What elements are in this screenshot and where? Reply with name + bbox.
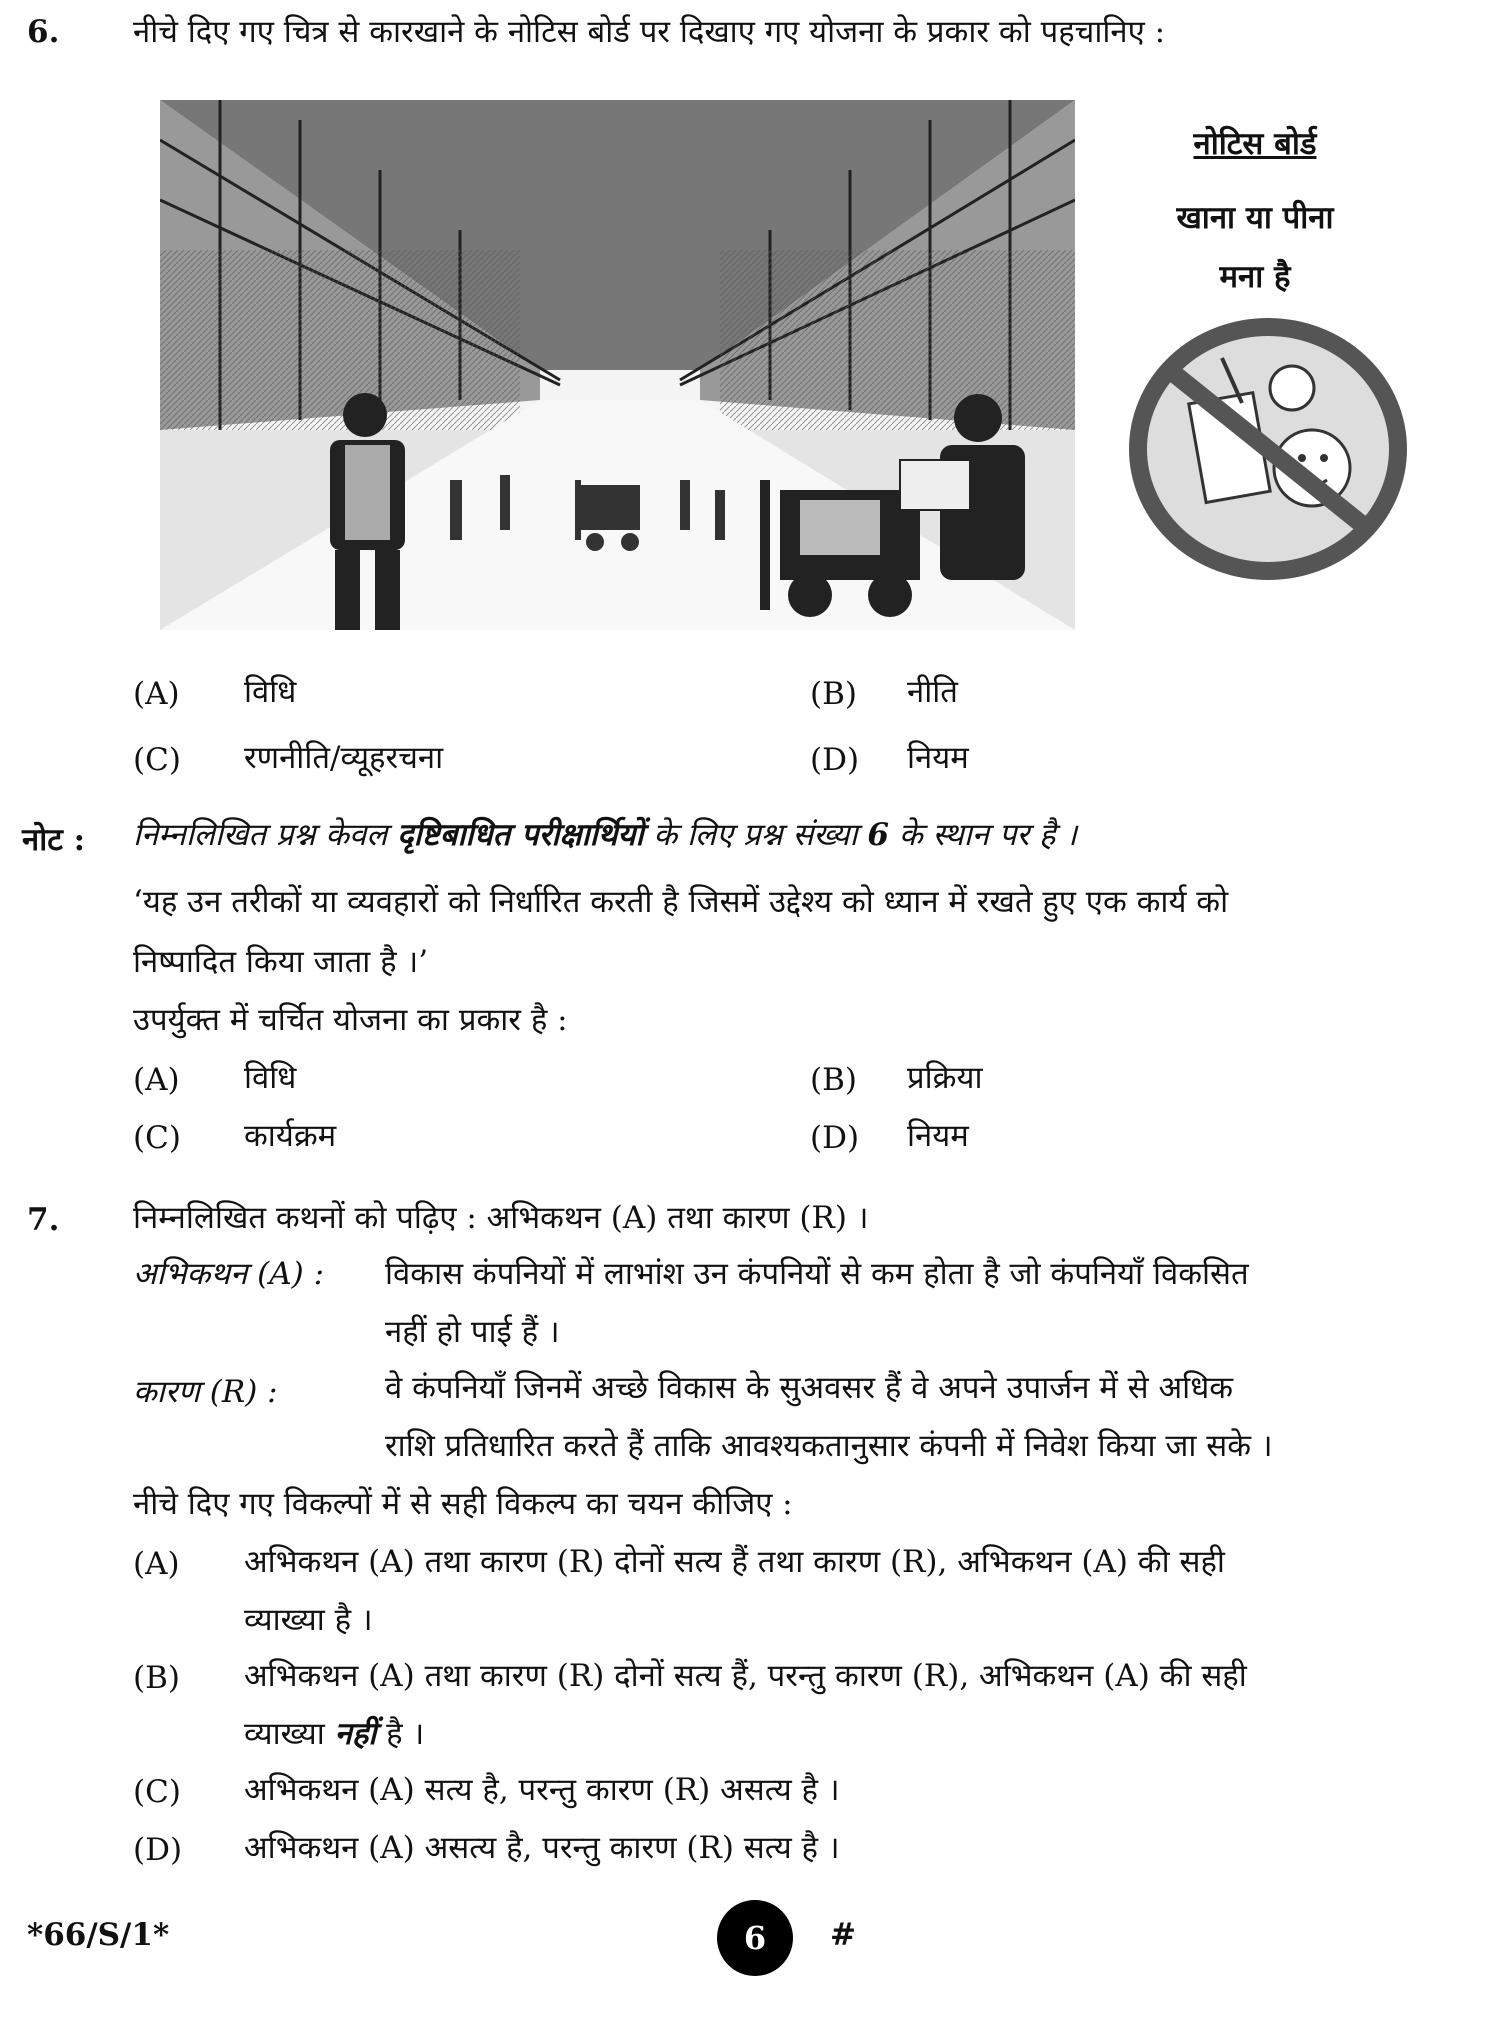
question-number-6: 6. bbox=[27, 14, 60, 50]
note-option-a: विधि bbox=[244, 1060, 297, 1096]
q7-option-a-letter: (A) bbox=[133, 1546, 180, 1582]
question-number-7: 7. bbox=[27, 1202, 60, 1238]
note-option-b: प्रक्रिया bbox=[907, 1060, 983, 1096]
note-option-a-letter: (A) bbox=[133, 1062, 180, 1098]
no-food-drink-icon bbox=[1127, 318, 1409, 580]
reason-label: कारण (R) : bbox=[133, 1374, 278, 1410]
notice-line-2: मना है bbox=[1219, 259, 1291, 295]
note-option-b-letter: (B) bbox=[810, 1062, 857, 1098]
note-label: नोट : bbox=[22, 822, 86, 858]
paper-code: *66/S/1* bbox=[27, 1917, 170, 1953]
q7-option-d-letter: (D) bbox=[133, 1832, 183, 1868]
q7-option-b-letter: (B) bbox=[133, 1660, 180, 1696]
q7-option-c-letter: (C) bbox=[133, 1774, 181, 1810]
question-6-text: नीचे दिए गए चित्र से कारखाने के नोटिस बोर्ड पर दिखाए गए योजना के प्रकार को पहचानिए : bbox=[133, 14, 1166, 50]
reason-line-2: राशि प्रतिधारित करते हैं ताकि आवश्यकतानुसार कंपनी में निवेश किया जा सके । bbox=[385, 1428, 1273, 1464]
note-option-d: नियम bbox=[907, 1118, 969, 1154]
q6-option-d: नियम bbox=[907, 740, 969, 776]
note-prompt: उपर्युक्त में चर्चित योजना का प्रकार है : bbox=[133, 1002, 568, 1038]
q6-option-d-letter: (D) bbox=[810, 742, 860, 778]
assertion-line-1: विकास कंपनियों में लाभांश उन कंपनियों से कम होता है जो कंपनियाँ विकसित bbox=[385, 1256, 1249, 1292]
note-option-c-letter: (C) bbox=[133, 1120, 181, 1156]
factory-illustration bbox=[160, 100, 1075, 630]
note-quote-line-2: निष्पादित किया जाता है ।’ bbox=[133, 944, 429, 980]
reason-line-1: वे कंपनियाँ जिनमें अच्छे विकास के सुअवसर हैं वे अपने उपार्जन में से अधिक bbox=[385, 1370, 1234, 1406]
notice-board-title: नोटिस बोर्ड bbox=[1193, 126, 1317, 162]
q6-option-a: विधि bbox=[244, 674, 297, 710]
notice-line-1: खाना या पीना bbox=[1176, 200, 1334, 236]
q6-option-c: रणनीति/व्यूहरचना bbox=[244, 740, 444, 776]
assertion-line-2: नहीं हो पाई हैं । bbox=[385, 1314, 560, 1350]
hash-mark: # bbox=[830, 1917, 856, 1953]
q7-option-b-line-2: व्याख्या नहीं है । bbox=[244, 1716, 425, 1752]
q6-option-a-letter: (A) bbox=[133, 676, 180, 712]
q7-option-d: अभिकथन (A) असत्य है, परन्तु कारण (R) सत्य है । bbox=[244, 1830, 840, 1866]
q6-option-b-letter: (B) bbox=[810, 676, 857, 712]
note-text: निम्नलिखित प्रश्न केवल दृष्टिबाधित परीक्षार्थियों के लिए प्रश्न संख्या 6 के स्थान पर है । bbox=[133, 817, 1078, 853]
q7-option-b-line-1: अभिकथन (A) तथा कारण (R) दोनों सत्य हैं, परन्तु कारण (R), अभिकथन (A) की सही bbox=[244, 1658, 1247, 1694]
assertion-label: अभिकथन (A) : bbox=[133, 1256, 325, 1292]
note-option-d-letter: (D) bbox=[810, 1120, 860, 1156]
question-7-intro: निम्नलिखित कथनों को पढ़िए : अभिकथन (A) तथा कारण (R) । bbox=[133, 1200, 869, 1236]
q7-option-a-line-2: व्याख्या है । bbox=[244, 1602, 373, 1638]
q7-option-c: अभिकथन (A) सत्य है, परन्तु कारण (R) असत्य है । bbox=[244, 1772, 840, 1808]
note-quote-line-1: ‘यह उन तरीकों या व्यवहारों को निर्धारित करती है जिसमें उद्देश्य को ध्यान में रखते हुए एक कार्य को bbox=[133, 884, 1229, 920]
note-option-c: कार्यक्रम bbox=[244, 1118, 337, 1154]
q6-option-c-letter: (C) bbox=[133, 742, 181, 778]
q7-option-a-line-1: अभिकथन (A) तथा कारण (R) दोनों सत्य हैं तथा कारण (R), अभिकथन (A) की सही bbox=[244, 1544, 1225, 1580]
page-number: 6 bbox=[717, 1900, 793, 1976]
choose-prompt: नीचे दिए गए विकल्पों में से सही विकल्प का चयन कीजिए : bbox=[133, 1486, 793, 1522]
q6-option-b: नीति bbox=[907, 674, 958, 710]
